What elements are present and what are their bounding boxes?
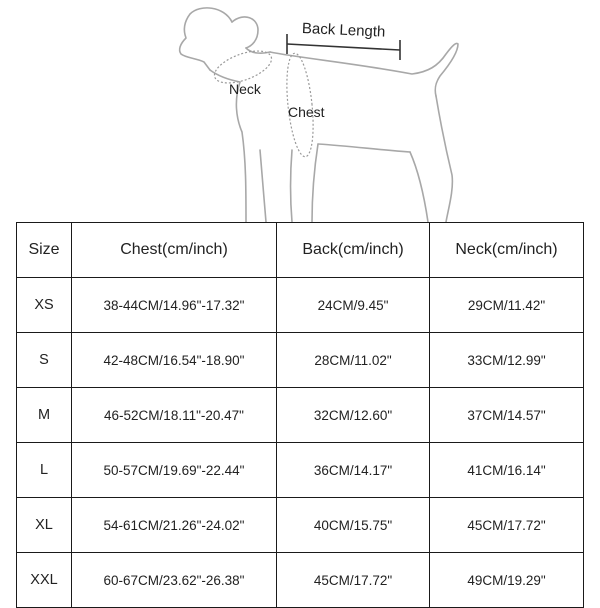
chest-cell: 46-52CM/18.11"-20.47" [72, 388, 277, 443]
back-cell: 28CM/11.02" [277, 333, 430, 388]
back-cell: 24CM/9.45" [277, 278, 430, 333]
back-cell: 45CM/17.72" [277, 553, 430, 608]
neck-cell: 29CM/11.42" [430, 278, 584, 333]
neck-cell: 33CM/12.99" [430, 333, 584, 388]
table-row [17, 553, 584, 608]
neck-cell: 41CM/16.14" [430, 443, 584, 498]
dog-measurement-diagram [0, 0, 600, 222]
table-row [17, 333, 584, 388]
table-row [17, 388, 584, 443]
table-row [17, 278, 584, 333]
chest-label: Chest [288, 104, 325, 120]
size-cell: M [17, 388, 72, 443]
chest-cell: 42-48CM/16.54"-18.90" [72, 333, 277, 388]
back-cell: 32CM/12.60" [277, 388, 430, 443]
chest-cell: 54-61CM/21.26"-24.02" [72, 498, 277, 553]
header-back: Back(cm/inch) [277, 223, 430, 278]
back-length-label: Back Length [301, 20, 386, 41]
table-row [17, 443, 584, 498]
back-cell: 36CM/14.17" [277, 443, 430, 498]
table-header-row [17, 223, 584, 278]
neck-cell: 45CM/17.72" [430, 498, 584, 553]
header-size: Size [17, 223, 72, 278]
neck-cell: 49CM/19.29" [430, 553, 584, 608]
chest-cell: 60-67CM/23.62"-26.38" [72, 553, 277, 608]
size-chart-table [16, 222, 584, 608]
neck-label: Neck [229, 81, 261, 97]
table-row [17, 498, 584, 553]
size-cell: XXL [17, 553, 72, 608]
neck-cell: 37CM/14.57" [430, 388, 584, 443]
chest-cell: 50-57CM/19.69"-22.44" [72, 443, 277, 498]
size-cell: L [17, 443, 72, 498]
header-chest: Chest(cm/inch) [72, 223, 277, 278]
size-cell: XL [17, 498, 72, 553]
back-cell: 40CM/15.75" [277, 498, 430, 553]
chest-cell: 38-44CM/14.96"-17.32" [72, 278, 277, 333]
size-cell: XS [17, 278, 72, 333]
header-neck: Neck(cm/inch) [430, 223, 584, 278]
size-cell: S [17, 333, 72, 388]
